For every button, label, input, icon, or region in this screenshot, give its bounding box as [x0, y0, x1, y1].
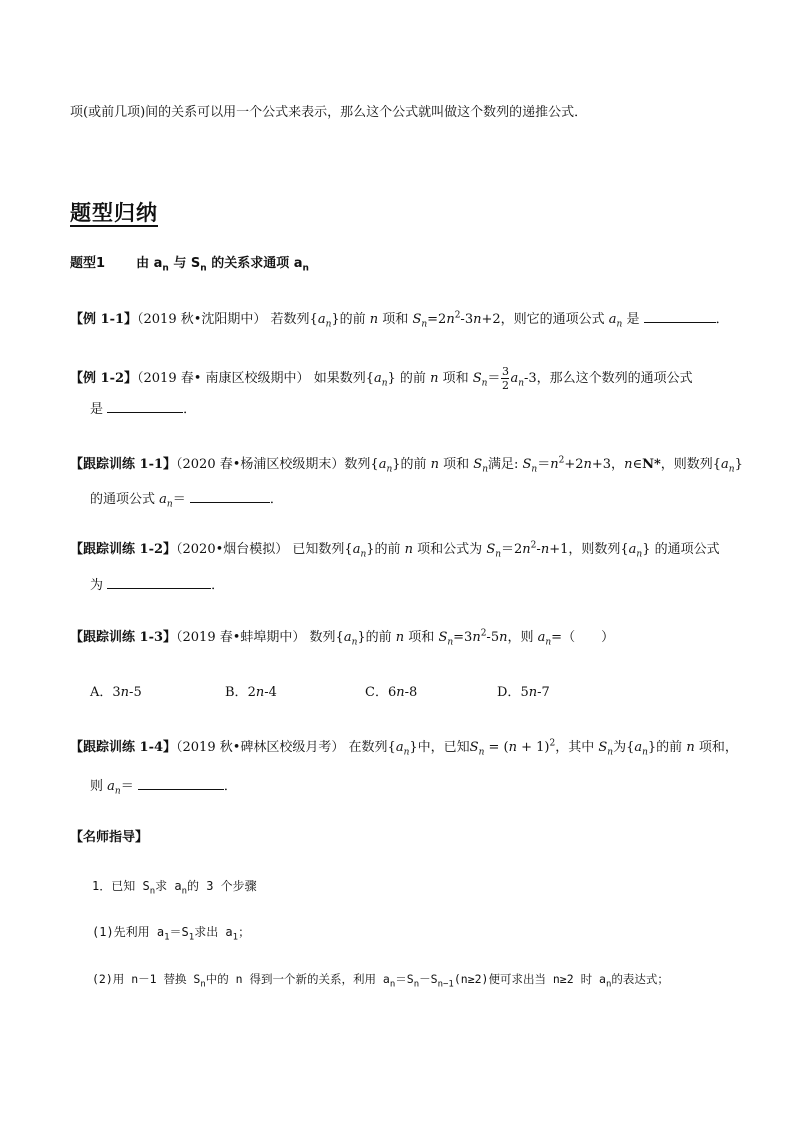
example-1-2-line2: 是 ．	[90, 402, 197, 417]
answer-blank[interactable]	[107, 400, 183, 413]
example-1-2: 【例 1-2】（2019 春• 南康区校级期中） 如果数列$\{a_n\}$ 的前 n 项和 $S_n=$ $\frac{3}{2}$ $a_n-3$，那么这个数列的通项公式	[70, 365, 693, 392]
guide-item-1: 1．已知 $S_n$求 $a_n$的 3 个步骤	[92, 879, 257, 897]
training-tag: 【跟踪训练 1-4】	[70, 740, 177, 755]
answer-blank[interactable]	[644, 310, 716, 323]
training-1-4-line2: 则 $a_n=$ ．	[90, 779, 237, 797]
source: （2020 春•杨浦区校级期末）	[176, 457, 345, 472]
intro-text: 项(或前几项)间的关系可以用一个公式来表示，那么这个公式就叫做这个数列的递推公式．	[70, 105, 588, 120]
guide-step-2: (2)用 n－1 替换 $S_n$中的 n 得到一个新的关系，利用 $a_n=S_n-S_{n-1}(n\ge 2)$便可求出当 n≥2 时 $a_n$的表达式；	[92, 972, 669, 990]
training-1-4: 【跟踪训练 1-4】（2019 秋•碑林区校级月考） 在数列$\{a_n\}$中，已知$S_n = (n + 1)^2$，其中 $S_n$为$\{a_n\}$的前 n 项和，	[70, 738, 738, 758]
option-c[interactable]: C．6n-8	[365, 685, 418, 700]
topic-label: 题型1	[70, 256, 106, 271]
training-1-2: 【跟踪训练 1-2】（2020•烟台模拟） 已知数列$\{a_n\}$的前 n 项和公式为 $S_n=2n^2-n+1$，则数列$\{a_n\}$ 的通项公式	[70, 540, 720, 560]
option-a[interactable]: A．3n-5	[90, 685, 142, 700]
answer-blank[interactable]	[107, 576, 211, 589]
example-1-1: 【例 1-1】（2019 秋•沈阳期中） 若数列$\{a_n\}$的前 n 项和 $S_n=2n^2-3n+2$，则它的通项公式 $a_n$ 是 ．	[70, 310, 729, 330]
answer-blank[interactable]	[190, 490, 270, 503]
source: （2019 春• 南康区校级期中）	[137, 371, 310, 386]
fraction: $\frac{3}{2}$	[501, 365, 509, 392]
example-tag: 【例 1-2】	[70, 371, 138, 386]
training-1-1: 【跟踪训练 1-1】（2020 春•杨浦区校级期末）数列$\{a_n\}$的前 n 项和 $S_n$满足: $S_n=n^2+2n+3$，n∈N*，则数列$\{a_n\}$	[70, 455, 743, 475]
section-title: 题型归纳	[70, 201, 158, 225]
training-tag: 【跟踪训练 1-2】	[70, 542, 177, 557]
answer-blank[interactable]	[138, 777, 224, 790]
source: （2020•烟台模拟）	[176, 542, 289, 557]
topic-heading: 题型1 由 $a_n$ 与 $S_n$ 的关系求通项 $a_n$	[70, 256, 309, 274]
source: （2019 秋•沈阳期中）	[137, 312, 267, 327]
guide-title: 【名师指导】	[70, 830, 149, 845]
option-b[interactable]: B．2n-4	[225, 685, 277, 700]
training-1-2-line2: 为 ．	[90, 578, 225, 593]
training-1-3: 【跟踪训练 1-3】（2019 春•蚌埠期中） 数列$\{a_n\}$的前 n 项和 $S_n=3n^2-5n$，则 $a_n=$（ ）	[70, 628, 615, 648]
source: （2019 春•蚌埠期中）	[176, 630, 306, 645]
training-tag: 【跟踪训练 1-3】	[70, 630, 177, 645]
guide-step-1: (1)先利用 $a_1=S_1$求出 $a_1$；	[92, 925, 251, 943]
training-tag: 【跟踪训练 1-1】	[70, 457, 177, 472]
option-d[interactable]: D．5n-7	[497, 685, 550, 700]
training-1-1-line2: 的通项公式 $a_n=$ ．	[90, 492, 283, 510]
example-tag: 【例 1-1】	[70, 312, 138, 327]
source: （2019 秋•碑林区校级月考）	[176, 740, 345, 755]
